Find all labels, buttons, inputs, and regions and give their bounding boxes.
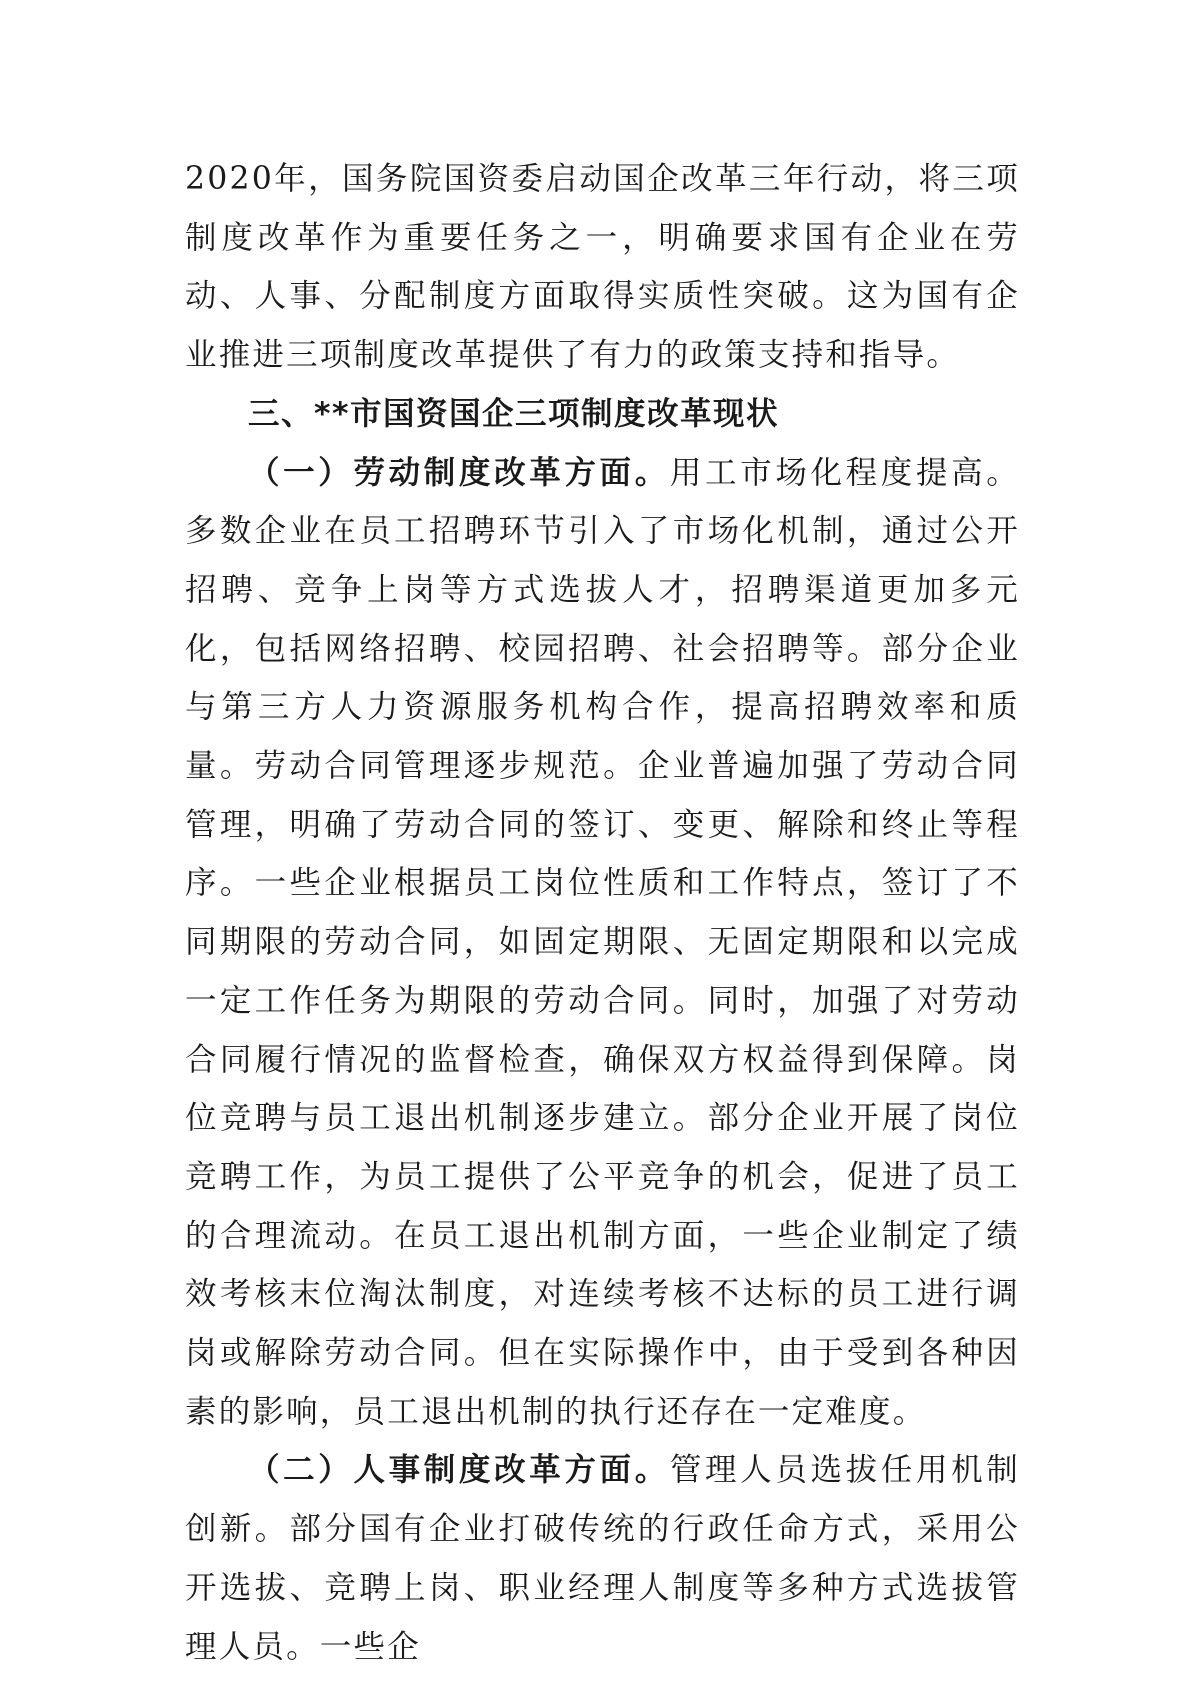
intro-paragraph: 2020年，国务院国资委启动国企改革三年行动，将三项制度改革作为重要任务之一，明确要求国有企业在劳动、人事、分配制度方面取得实质性突破。这为国有企业推进三项制度改革提供了有力的政策支持和指导。 bbox=[185, 161, 1020, 374]
personnel-reform-lead: （二）人事制度改革方面。 bbox=[248, 1451, 670, 1489]
labor-reform-body: 用工市场化程度提高。多数企业在员工招聘环节引入了市场化机制，通过公开招聘、竞争上岗等方式选拔人才，招聘渠道更加多元化，包括网络招聘、校园招聘、社会招聘等。部分企业与第三方人力资源服务机构合作，提高招聘效率和质量。劳动合同管理逐步规范。企业普遍加强了劳动合同管理，明确了劳动合同的签订、变更、解除和终止等程序。一些企业根据员工岗位性质和工作特点，签订了不同期限的劳动合同，如固定期限、无固定期限和以完成一定工作任务为期限的劳动合同。同时，加强了对劳动合同履行情况的监督检查，确保双方权益得到保障。岗位竞聘与员工退出机制逐步建立。部分企业开展了岗位竞聘工作，为员工提供了公平竞争的机会，促进了员工的合理流动。在员工退出机制方面，一些企业制定了绩效考核末位淘汰制度，对连续考核不达标的员工进行调岗或解除劳动合同。但在实际操作中，由于受到各种因素的影响，员工退出机制的执行还存在一定难度。 bbox=[185, 454, 1020, 1430]
document-page bbox=[185, 150, 1020, 1676]
personnel-reform-body: 管理人员选拔任用机制创新。部分国有企业打破传统的行政任命方式，采用公开选拔、竞聘上岗、职业经理人制度等多种方式选拔管理人员。一些企 bbox=[185, 1452, 1020, 1665]
personnel-reform-paragraph bbox=[185, 1441, 1020, 1676]
section-heading: 三、**市国资国企三项制度改革现状 bbox=[248, 395, 779, 432]
labor-reform-paragraph bbox=[185, 444, 1020, 1442]
labor-reform-lead: （一）劳动制度改革方面。 bbox=[248, 453, 670, 491]
